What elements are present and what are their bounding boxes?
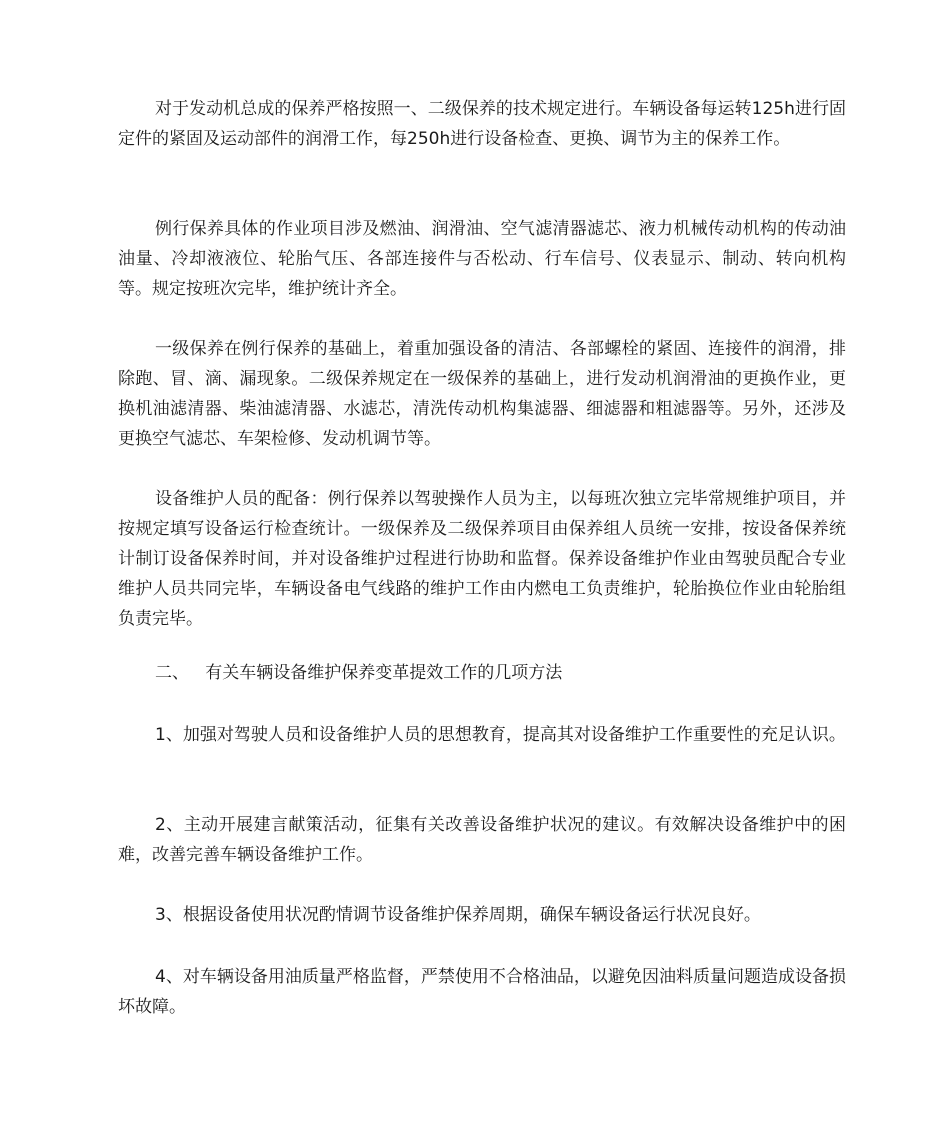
list-item-2: 2、主动开展建言献策活动，征集有关改善设备维护状况的建议。有效解决设备维护中的困难，改善完善车辆设备维护工作。 (118, 815, 846, 865)
list-item-1: 1、加强对驾驶人员和设备维护人员的思想教育，提高其对设备维护工作重要性的充足认识。 (155, 725, 846, 745)
paragraph-staffing: 设备维护人员的配备：例行保养以驾驶操作人员为主，以每班次独立完毕常规维护项目，并按规定填写设备运行检查统计。一级保养及二级保养项目由保养组人员统一安排，按设备保养统计制订设备保养时间，并对设备维护过程进行协助和监督。保养设备维护作业由驾驶员配合专业维护人员共同完毕，车辆设备电气线路的维护工作由内燃电工负责维护，轮胎换位作业由轮胎组负责完毕。 (118, 489, 846, 629)
section-heading: 二、 有关车辆设备维护保养变革提效工作的几项方法 (155, 663, 563, 683)
paragraph-level-maintenance: 一级保养在例行保养的基础上，着重加强设备的清洁、各部螺栓的紧固、连接件的润滑，排除跑、冒、滴、漏现象。二级保养规定在一级保养的基础上，进行发动机润滑油的更换作业，更换机油滤清器、柴油滤清器、水滤芯，清洗传动机构集滤器、细滤器和粗滤器等。另外，还涉及更换空气滤芯、车架检修、发动机调节等。 (118, 339, 846, 449)
list-item-4: 4、对车辆设备用油质量严格监督，严禁使用不合格油品，以避免因油料质量问题造成设备损坏故障。 (118, 967, 846, 1017)
list-item-3: 3、根据设备使用状况酌情调节设备维护保养周期，确保车辆设备运行状况良好。 (155, 905, 761, 925)
paragraph-routine-maintenance: 例行保养具体的作业项目涉及燃油、润滑油、空气滤清器滤芯、液力机械传动机构的传动油油量、冷却液液位、轮胎气压、各部连接件与否松动、行车信号、仪表显示、制动、转向机构等。规定按班次完毕，维护统计齐全。 (118, 219, 846, 299)
paragraph-engine-maintenance: 对于发动机总成的保养严格按照一、二级保养的技术规定进行。车辆设备每运转125h进行固定件的紧固及运动部件的润滑工作，每250h进行设备检查、更换、调节为主的保养工作。 (118, 99, 846, 149)
